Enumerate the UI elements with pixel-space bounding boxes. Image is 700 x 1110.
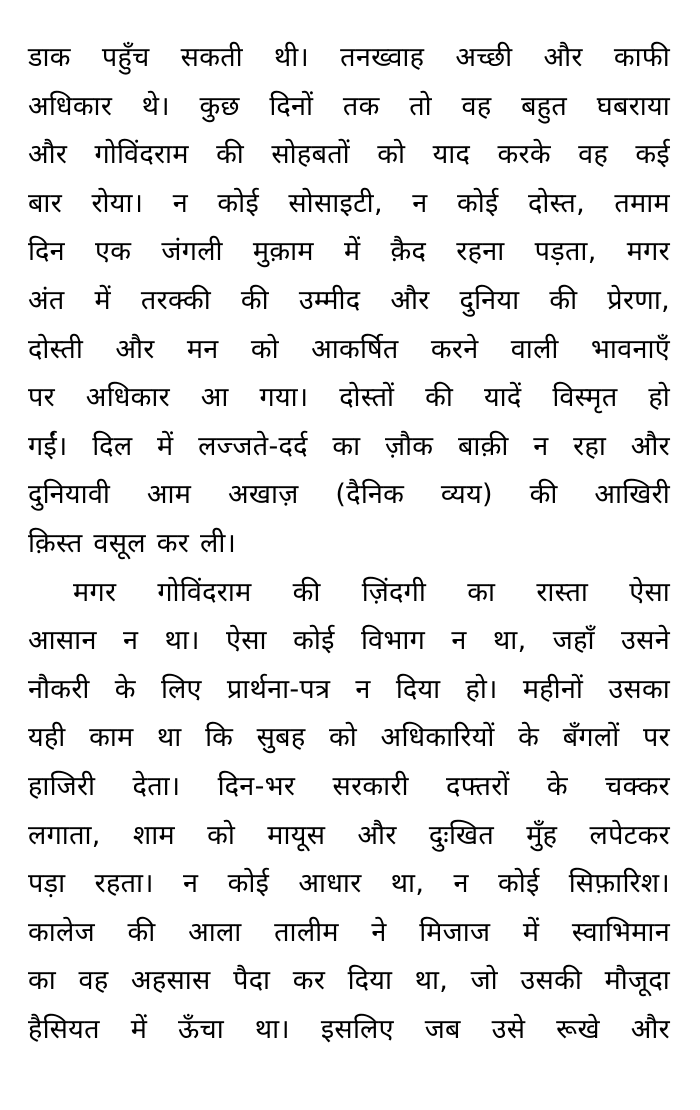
- text-line-8: पर अधिकार आ गया। दोस्तों की यादें विस्मृत हो: [28, 382, 670, 414]
- text-line-1: डाक पहुँच सकती थी। तनख्वाह अच्छी और काफी: [28, 42, 670, 73]
- text-line-6: अंत में तरक्की की उम्मीद और दुनिया की प्रेरणा,: [28, 284, 670, 316]
- text-line-18: पड़ा रहता। न कोई आधार था, न कोई सिफ़ारिश।: [28, 868, 670, 900]
- text-line-21: हैसियत में ऊँचा था। इसलिए जब उसे रूखे और: [28, 1013, 670, 1045]
- text-line-5: दिन एक जंगली मुक़ाम में क़ैद रहना पड़ता, मगर: [28, 236, 670, 268]
- text-line-7: दोस्ती और मन को आकर्षित करने वाली भावनाएँ: [28, 333, 670, 365]
- text-line-4: बार रोया। न कोई सोसाइटी, न कोई दोस्त, तमाम: [28, 187, 670, 219]
- text-line-10: दुनियावी आम अखाज़ (दैनिक व्यय) की आखिरी: [28, 479, 670, 511]
- text-line-9: गईं। दिल में लज्जते-दर्द का ज़ौक बाक़ी न रहा और: [28, 430, 670, 462]
- text-line-2: अधिकार थे। कुछ दिनों तक तो वह बहुत घबराया: [28, 90, 670, 122]
- text-line-17: लगाता, शाम को मायूस और दुःखित मुँह लपेटकर: [28, 819, 670, 851]
- text-line-13: आसान न था। ऐसा कोई विभाग न था, जहाँ उसने: [28, 625, 670, 657]
- text-line-16: हाजिरी देता। दिन-भर सरकारी दफ्तरों के चक्कर: [28, 770, 670, 802]
- text-line-19: कालेज की आला तालीम ने मिजाज में स्वाभिमान: [28, 916, 670, 948]
- text-line-11: क़िस्त वसूल कर ली।: [28, 527, 237, 559]
- document-page: [28, 34, 670, 1054]
- text-line-12: मगर गोविंदराम की ज़िंदगी का रास्ता ऐसा: [73, 576, 670, 608]
- text-line-3: और गोविंदराम की सोहबतों को याद करके वह कई: [28, 139, 670, 171]
- text-line-20: का वह अहसास पैदा कर दिया था, जो उसकी मौजूदा: [28, 965, 670, 997]
- text-line-14: नौकरी के लिए प्रार्थना-पत्र न दिया हो। महीनों उसका: [28, 673, 670, 705]
- text-line-15: यही काम था कि सुबह को अधिकारियों के बँगलों पर: [28, 722, 670, 754]
